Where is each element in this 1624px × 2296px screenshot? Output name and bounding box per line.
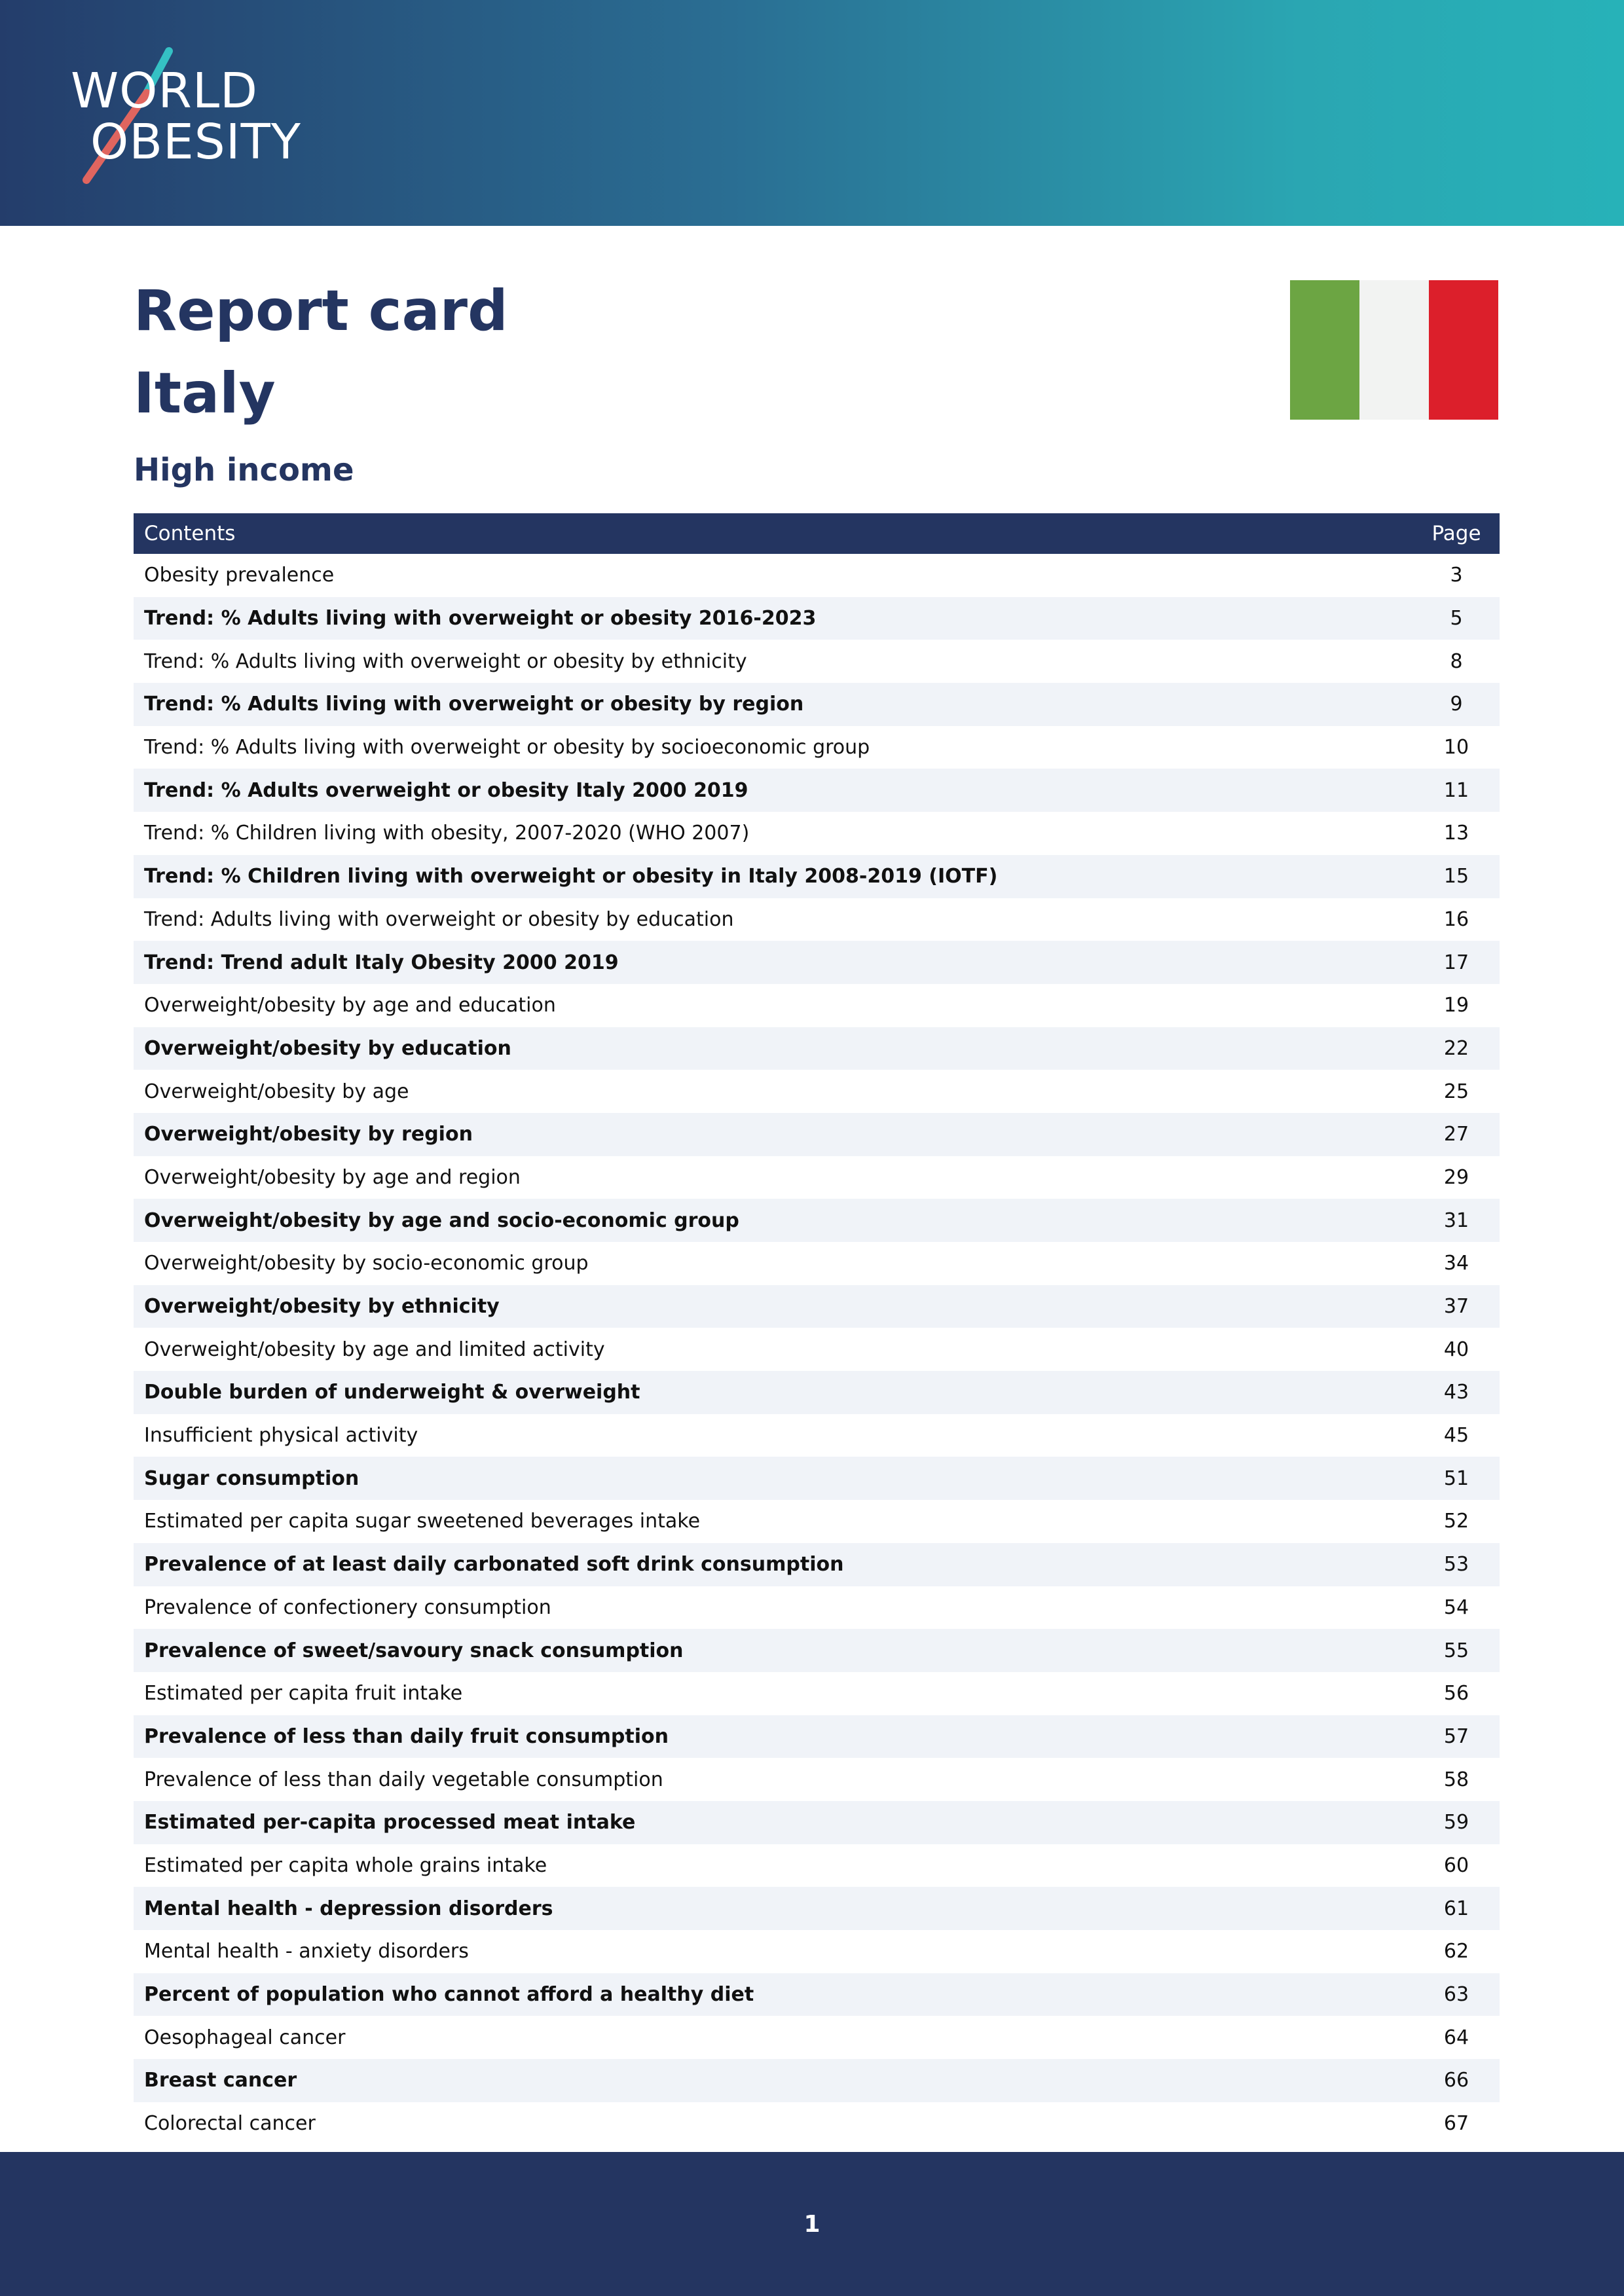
contents-row-page: 57 <box>1443 1724 1469 1748</box>
contents-row[interactable] <box>134 726 1500 769</box>
contents-row-page: 22 <box>1443 1036 1469 1060</box>
contents-row-page: 59 <box>1443 1811 1469 1834</box>
contents-row-page: 58 <box>1443 1768 1469 1791</box>
contents-row[interactable] <box>134 683 1500 726</box>
contents-row[interactable] <box>134 984 1500 1027</box>
contents-row-page: 34 <box>1443 1252 1469 1275</box>
contents-rows <box>134 554 1500 2145</box>
flag-stripe-red <box>1429 280 1498 420</box>
contents-row[interactable] <box>134 1801 1500 1844</box>
contents-row-page: 29 <box>1443 1165 1469 1189</box>
contents-row[interactable] <box>134 1586 1500 1630</box>
contents-row-title: Trend: % Children living with overweight or obesity in Italy 2008-2019 (IOTF) <box>144 865 998 888</box>
contents-row-page: 53 <box>1443 1553 1469 1576</box>
contents-row[interactable] <box>134 1973 1500 2016</box>
contents-row-title: Prevalence of confectionery consumption <box>144 1595 551 1619</box>
country-name: Italy <box>134 361 276 426</box>
contents-row[interactable] <box>134 2102 1500 2145</box>
header-banner <box>0 0 1624 226</box>
contents-row-title: Trend: Trend adult Italy Obesity 2000 2019 <box>144 951 619 974</box>
contents-row[interactable] <box>134 554 1500 597</box>
contents-row-page: 63 <box>1443 1983 1469 2007</box>
contents-row-title: Percent of population who cannot afford a healthy diet <box>144 1983 754 2007</box>
flag-stripe-green <box>1290 280 1359 420</box>
contents-row[interactable] <box>134 1629 1500 1672</box>
contents-row-page: 64 <box>1443 2026 1469 2049</box>
contents-row-title: Breast cancer <box>144 2069 297 2092</box>
contents-row-page: 27 <box>1443 1123 1469 1146</box>
contents-row[interactable] <box>134 1113 1500 1156</box>
contents-row-title: Prevalence of less than daily fruit consumption <box>144 1724 669 1748</box>
contents-row[interactable] <box>134 640 1500 683</box>
world-obesity-logo <box>65 46 327 190</box>
contents-row[interactable] <box>134 1199 1500 1242</box>
contents-header-label: Contents <box>144 522 236 545</box>
contents-row-title: Overweight/obesity by ethnicity <box>144 1295 500 1319</box>
contents-row-title: Trend: % Adults living with overweight or obesity by region <box>144 693 804 716</box>
contents-row[interactable] <box>134 1027 1500 1070</box>
contents-row[interactable] <box>134 855 1500 898</box>
contents-row-page: 15 <box>1443 865 1469 888</box>
italy-flag-icon <box>1290 280 1498 420</box>
flag-stripe-white <box>1359 280 1429 420</box>
contents-row-page: 66 <box>1443 2069 1469 2092</box>
contents-row[interactable] <box>134 1156 1500 1199</box>
page-header-label: Page <box>1431 522 1481 545</box>
contents-row-title: Double burden of underweight & overweight <box>144 1381 640 1404</box>
contents-row[interactable] <box>134 1715 1500 1758</box>
contents-row-title: Estimated per capita sugar sweetened beverages intake <box>144 1510 701 1533</box>
contents-row[interactable] <box>134 1328 1500 1371</box>
contents-row-page: 8 <box>1450 649 1463 673</box>
income-group: High income <box>134 452 354 488</box>
contents-row-page: 25 <box>1443 1080 1469 1103</box>
contents-row-title: Insufficient physical activity <box>144 1424 418 1448</box>
contents-row-page: 43 <box>1443 1381 1469 1404</box>
contents-row-page: 11 <box>1443 778 1469 802</box>
contents-row-page: 16 <box>1443 907 1469 931</box>
contents-row[interactable] <box>134 1242 1500 1285</box>
contents-row-title: Obesity prevalence <box>144 564 335 587</box>
contents-row[interactable] <box>134 1672 1500 1715</box>
contents-row-title: Prevalence of sweet/savoury snack consumption <box>144 1639 684 1662</box>
contents-row[interactable] <box>134 1543 1500 1586</box>
contents-row-title: Overweight/obesity by region <box>144 1123 473 1146</box>
contents-row[interactable] <box>134 1758 1500 1801</box>
contents-row-title: Trend: % Adults living with overweight or obesity by socioeconomic group <box>144 736 870 759</box>
contents-row-title: Overweight/obesity by education <box>144 1036 511 1060</box>
contents-row-page: 9 <box>1450 693 1463 716</box>
contents-row[interactable] <box>134 769 1500 812</box>
contents-row-title: Oesophageal cancer <box>144 2026 346 2049</box>
contents-row-page: 55 <box>1443 1639 1469 1662</box>
contents-row-title: Sugar consumption <box>144 1467 360 1490</box>
contents-row[interactable] <box>134 1930 1500 1973</box>
contents-row-page: 31 <box>1443 1209 1469 1232</box>
contents-row-title: Trend: % Adults living with overweight or obesity by ethnicity <box>144 649 747 673</box>
contents-header <box>134 513 1500 554</box>
contents-row-title: Estimated per capita fruit intake <box>144 1682 463 1705</box>
contents-row[interactable] <box>134 898 1500 941</box>
contents-row-page: 52 <box>1443 1510 1469 1533</box>
report-title: Report card <box>134 278 508 344</box>
contents-row[interactable] <box>134 2059 1500 2102</box>
contents-row-page: 54 <box>1443 1595 1469 1619</box>
contents-row-page: 51 <box>1443 1467 1469 1490</box>
contents-row-page: 56 <box>1443 1682 1469 1705</box>
contents-row-page: 45 <box>1443 1424 1469 1448</box>
contents-row-title: Trend: % Adults overweight or obesity Italy 2000 2019 <box>144 778 748 802</box>
contents-row-page: 60 <box>1443 1853 1469 1877</box>
contents-row-title: Estimated per capita whole grains intake <box>144 1853 547 1877</box>
contents-row[interactable] <box>134 1844 1500 1887</box>
contents-row[interactable] <box>134 1070 1500 1113</box>
contents-row-title: Trend: % Adults living with overweight or obesity 2016-2023 <box>144 607 817 630</box>
contents-row-title: Trend: Adults living with overweight or obesity by education <box>144 907 734 931</box>
contents-row[interactable] <box>134 1414 1500 1457</box>
contents-row[interactable] <box>134 1500 1500 1543</box>
contents-row-title: Overweight/obesity by socio-economic group <box>144 1252 589 1275</box>
contents-row-title: Mental health - anxiety disorders <box>144 1940 469 1963</box>
contents-row-title: Mental health - depression disorders <box>144 1897 553 1920</box>
contents-row[interactable] <box>134 2016 1500 2059</box>
contents-table <box>134 513 1500 2145</box>
footer-bar <box>0 2152 1624 2296</box>
contents-row[interactable] <box>134 597 1500 640</box>
contents-row-title: Overweight/obesity by age and region <box>144 1165 521 1189</box>
contents-row-title: Estimated per-capita processed meat intake <box>144 1811 636 1834</box>
contents-row[interactable] <box>134 1457 1500 1500</box>
contents-row-title: Overweight/obesity by age and socio-economic group <box>144 1209 739 1232</box>
contents-row-title: Overweight/obesity by age and education <box>144 994 556 1017</box>
contents-row-title: Prevalence of at least daily carbonated soft drink consumption <box>144 1553 844 1576</box>
contents-row-page: 62 <box>1443 1940 1469 1963</box>
contents-row[interactable] <box>134 1285 1500 1328</box>
contents-row-page: 17 <box>1443 951 1469 974</box>
logo-text-obesity: OBESITY <box>90 114 301 170</box>
contents-row-page: 13 <box>1443 822 1469 845</box>
contents-row-title: Overweight/obesity by age and limited activity <box>144 1338 605 1361</box>
contents-row-page: 10 <box>1443 736 1469 759</box>
contents-row-page: 3 <box>1450 564 1463 587</box>
contents-row-title: Colorectal cancer <box>144 2112 316 2136</box>
contents-row-page: 37 <box>1443 1295 1469 1319</box>
contents-row-page: 40 <box>1443 1338 1469 1361</box>
contents-row-title: Prevalence of less than daily vegetable consumption <box>144 1768 663 1791</box>
contents-row[interactable] <box>134 941 1500 984</box>
contents-row[interactable] <box>134 812 1500 855</box>
contents-row-page: 61 <box>1443 1897 1469 1920</box>
contents-row[interactable] <box>134 1371 1500 1414</box>
page-number: 1 <box>803 2210 821 2238</box>
contents-row-page: 19 <box>1443 994 1469 1017</box>
contents-row-page: 67 <box>1443 2112 1469 2136</box>
contents-row-page: 5 <box>1450 607 1463 630</box>
contents-row-title: Trend: % Children living with obesity, 2007-2020 (WHO 2007) <box>144 822 750 845</box>
contents-row[interactable] <box>134 1887 1500 1930</box>
contents-row-title: Overweight/obesity by age <box>144 1080 409 1103</box>
logo-text-world: WORLD <box>71 63 259 119</box>
